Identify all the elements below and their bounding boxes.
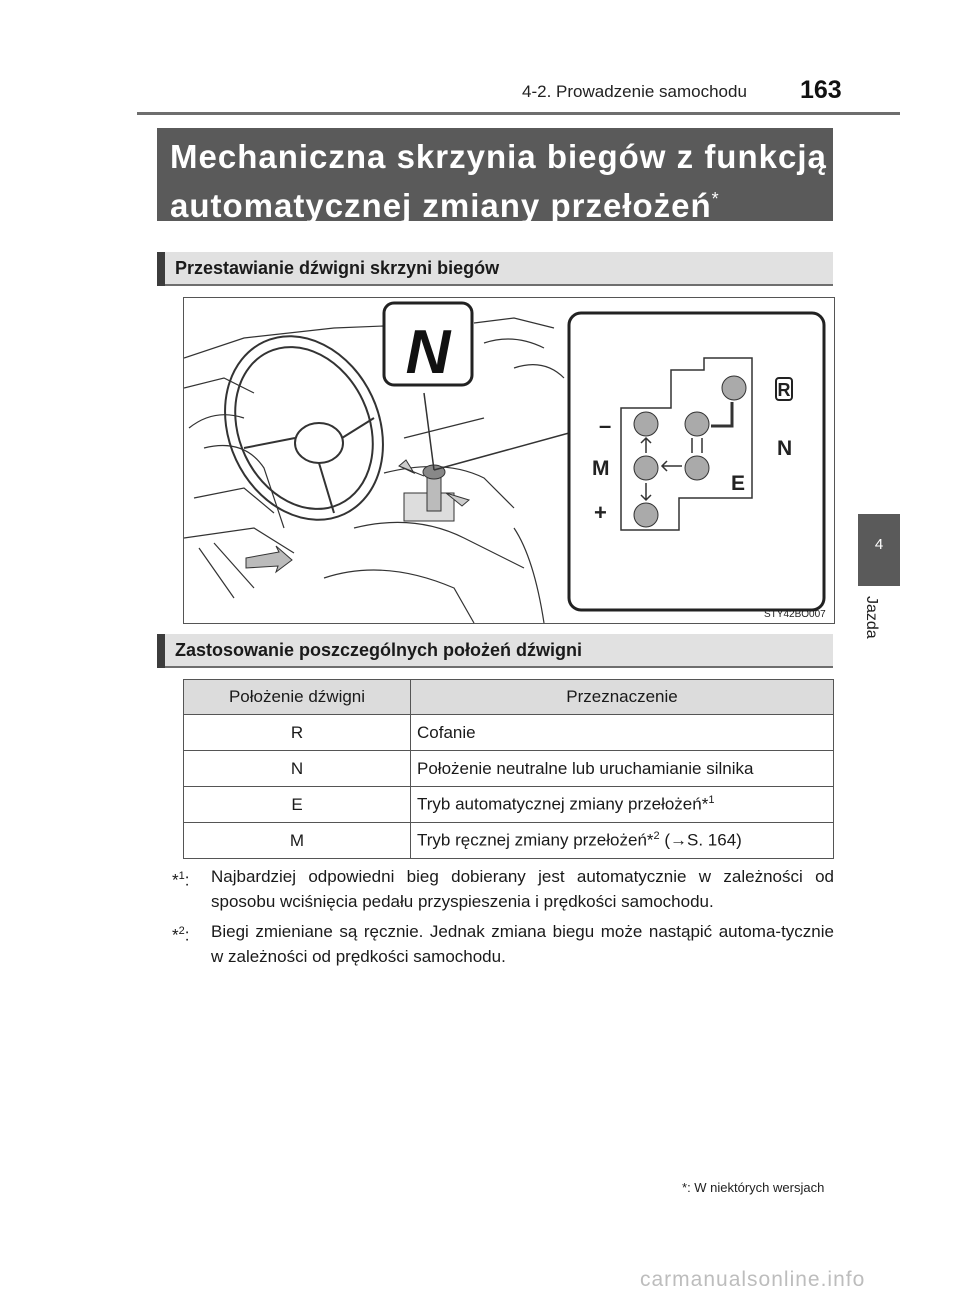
- gate-position-r: [722, 376, 746, 400]
- note-asterisk: *: [682, 1180, 688, 1195]
- watermark: carmanualsonline.info: [640, 1268, 866, 1291]
- gate-label-plus: +: [594, 500, 607, 525]
- table-cell-position: M: [184, 823, 411, 859]
- gate-label-m: M: [592, 457, 610, 480]
- callout-line-right: [434, 433, 569, 470]
- page-reference: (→S. 164): [659, 830, 742, 850]
- display-callout: [384, 303, 472, 387]
- table-header-row: [184, 680, 834, 715]
- pedal-arrow: [246, 546, 292, 572]
- table-header-position: Położenie dźwigni: [184, 680, 411, 715]
- footnote-mark: *$^2$:: [172, 925, 190, 945]
- gate-position-minus: [634, 412, 658, 436]
- footnote-ref: 2: [653, 830, 660, 843]
- illustration-svg: [184, 298, 834, 623]
- lever-positions-table: [183, 679, 834, 859]
- gate-label-n: N: [777, 437, 793, 460]
- table-cell-purpose: Położenie neutralne lub uruchamianie silnika: [411, 751, 834, 787]
- header-rule: [137, 112, 900, 115]
- gate-position-e: [685, 456, 709, 480]
- table-cell-purpose: [411, 787, 834, 823]
- footnote-2: [172, 919, 834, 969]
- title-asterisk: *: [711, 189, 720, 209]
- gate-position-m: [634, 456, 658, 480]
- table-cell-position: N: [184, 751, 411, 787]
- footnote-text: Biegi zmieniane są ręcznie. Jednak zmiana biegu może nastąpić automa-tycznie w zależności od prędkości samochodu.: [211, 922, 834, 966]
- footnote-ref: 1: [708, 794, 715, 807]
- footnote-1: [172, 864, 834, 914]
- table-cell-position: E: [184, 787, 411, 823]
- shift-gate-callout: [569, 313, 824, 610]
- page-number: 163: [800, 76, 842, 104]
- table-header-purpose: Przeznaczenie: [411, 680, 834, 715]
- header-section-title: 4-2. Prowadzenie samochodu: [522, 82, 747, 101]
- page-title-line1: Mechaniczna skrzynia biegów z funkcją: [170, 138, 827, 175]
- gate-label-e: E: [731, 472, 746, 495]
- purpose-text: Tryb ręcznej zmiany przełożeń*: [417, 830, 654, 850]
- chapter-number: 4: [874, 536, 884, 553]
- table-cell-purpose: Cofanie: [411, 715, 834, 751]
- gate-label-r: R: [777, 380, 791, 400]
- subheading-lever-positions: Zastosowanie poszczególnych położeń dźwigni: [175, 640, 583, 660]
- gear-lever-illustration: [183, 297, 835, 624]
- availability-note: [682, 1180, 824, 1195]
- footnote-mark: *$^1$:: [172, 870, 190, 890]
- table-cell-purpose: [411, 823, 834, 859]
- table-row: [184, 751, 834, 787]
- gate-position-plus: [634, 503, 658, 527]
- page-title-line2: automatycznej zmiany przełożeń: [170, 187, 712, 224]
- steering-wheel: [196, 310, 412, 546]
- subheading-accent: [157, 252, 165, 286]
- gate-position-e-upper: [685, 412, 709, 436]
- footnote-text: Najbardziej odpowiedni bieg dobierany jest automatycznie w zależności od sposobu wciśnięcia pedału przyspieszenia i prędkości samochodu.: [211, 867, 834, 911]
- callout-line-left: [424, 393, 434, 470]
- subheading-shift-lever: Przestawianie dźwigni skrzyni biegów: [175, 258, 500, 278]
- page-title: [170, 136, 827, 227]
- display-gear-letter: N: [405, 318, 451, 387]
- chapter-label: Jazda: [863, 596, 880, 639]
- table-row: [184, 823, 834, 859]
- table-row: [184, 715, 834, 751]
- note-text: : W niektórych wersjach: [687, 1180, 825, 1195]
- subheading-accent: [157, 634, 165, 668]
- purpose-text: Tryb automatycznej zmiany przełożeń*: [417, 794, 709, 814]
- table-row: [184, 787, 834, 823]
- figure-code: STY42BO007: [764, 609, 826, 620]
- table-cell-position: R: [184, 715, 411, 751]
- gate-label-minus: –: [599, 413, 612, 438]
